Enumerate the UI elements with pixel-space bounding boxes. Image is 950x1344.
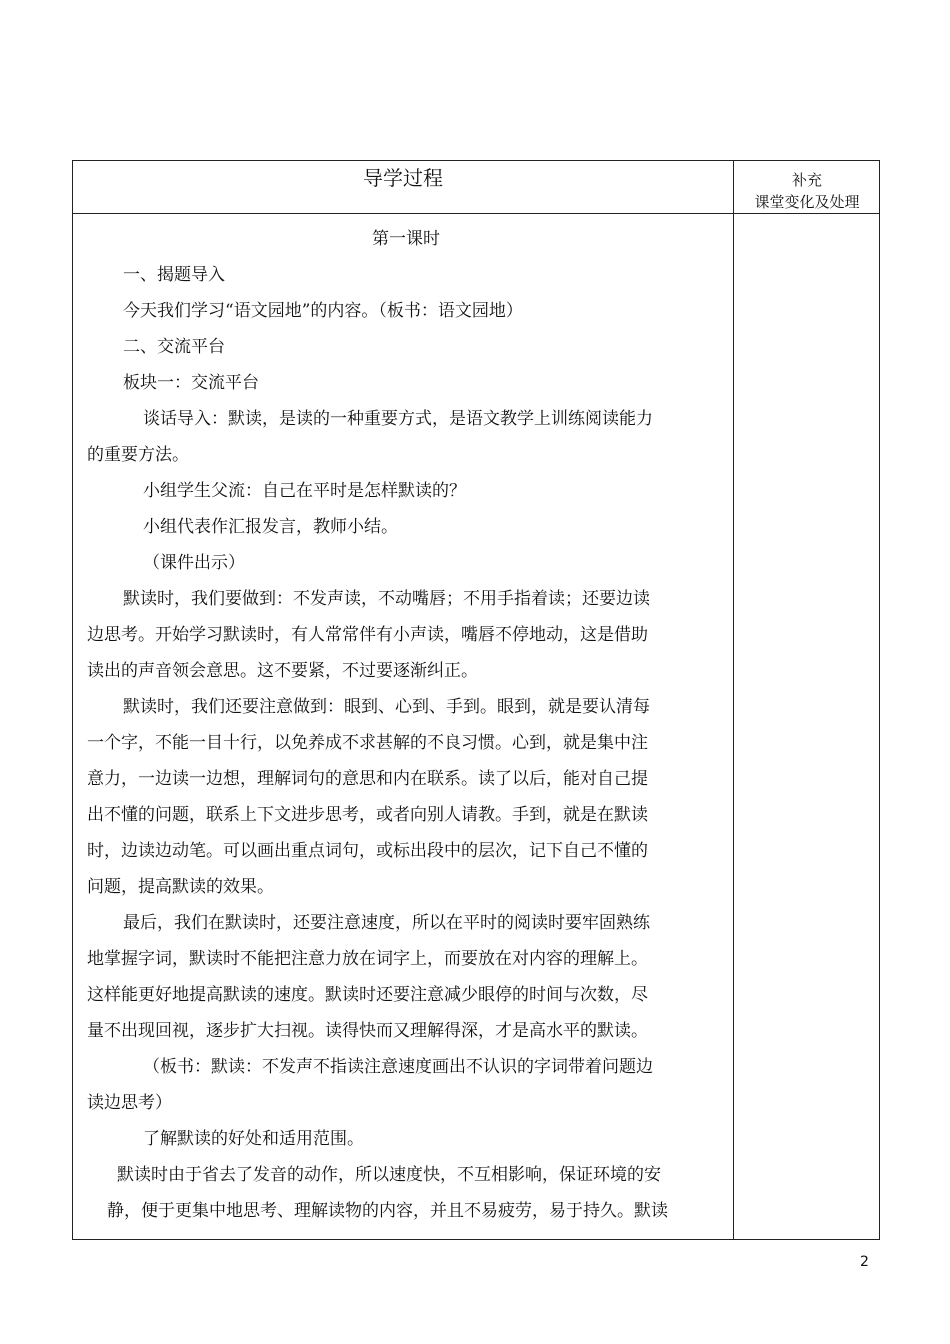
content-line: 地掌握字词，默读时不能把注意力放在词字上，而要放在对内容的理解上。 [87, 949, 648, 969]
content-line: 读出的声音领会意思。这不要紧，不过要逐渐纠正。 [87, 661, 478, 681]
content-line: 默读时由于省去了发音的动作，所以速度快，不互相影响，保证环境的安 [117, 1165, 661, 1185]
column-divider [733, 161, 734, 1239]
content-line: 的重要方法。 [87, 445, 189, 465]
content-line: 默读时，我们要做到：不发声读，不动嘴唇；不用手指着读；还要边读 [123, 589, 650, 609]
lesson-content [87, 221, 725, 1229]
content-line: 了解默读的好处和适用范围。 [143, 1129, 364, 1149]
content-line: 小组学生父流：自己在平时是怎样默读的？ [143, 481, 466, 501]
content-line: 默读时，我们还要注意做到：眼到、心到、手到。眼到，就是要认清每 [123, 697, 650, 717]
content-line: 问题，提高默读的效果。 [87, 877, 274, 897]
side-header-line-1: 补充 [791, 171, 822, 189]
content-line: 读边思考） [87, 1093, 172, 1113]
side-column-header [734, 169, 880, 213]
content-line: 二、交流平台 [123, 337, 225, 357]
content-line: 小组代表作汇报发言，教师小结。 [143, 517, 398, 537]
content-line: 出不懂的问题，联系上下文进步思考，或者向别人请教。手到，就是在默读 [87, 805, 648, 825]
content-line: 今天我们学习“语文园地”的内容。（板书：语文园地） [123, 301, 523, 321]
lesson-table [72, 160, 880, 1240]
content-line: 时，边读边动笔。可以画出重点词句，或标出段中的层次，记下自己不懂的 [87, 841, 648, 861]
content-line: 一个字，不能一目十行，以免养成不求甚解的不良习惯。心到，就是集中注 [87, 733, 648, 753]
content-line: 边思考。开始学习默读时，有人常常伴有小声读，嘴唇不停地动，这是借助 [87, 625, 648, 645]
main-column-header: 导学过程 [363, 166, 443, 190]
page-number: 2 [860, 1254, 869, 1270]
content-line: 板块一：交流平台 [123, 373, 259, 393]
content-line: 第一课时 [372, 229, 440, 249]
content-line: 这样能更好地提高默读的速度。默读时还要注意减少眼停的时间与次数，尽 [87, 985, 648, 1005]
content-line: （课件出示） [143, 553, 245, 573]
content-line: 最后，我们在默读时，还要注意速度，所以在平时的阅读时要牢固熟练 [123, 913, 650, 933]
content-line: 谈话导入：默读，是读的一种重要方式，是语文教学上训练阅读能力 [143, 409, 653, 429]
content-line: 量不出现回视，逐步扩大扫视。读得快而又理解得深，才是高水平的默读。 [87, 1021, 648, 1041]
content-line: （板书：默读：不发声不指读注意速度画出不认识的字词带着问题边 [143, 1057, 653, 1077]
content-line: 静，便于更集中地思考、理解读物的内容，并且不易疲劳，易于持久。默读 [107, 1201, 668, 1221]
side-header-line-2: 课堂变化及处理 [754, 193, 860, 211]
content-line: 意力，一边读一边想，理解词句的意思和内在联系。读了以后，能对自己提 [87, 769, 648, 789]
header-divider [73, 213, 879, 214]
content-line: 一、揭题导入 [123, 265, 225, 285]
